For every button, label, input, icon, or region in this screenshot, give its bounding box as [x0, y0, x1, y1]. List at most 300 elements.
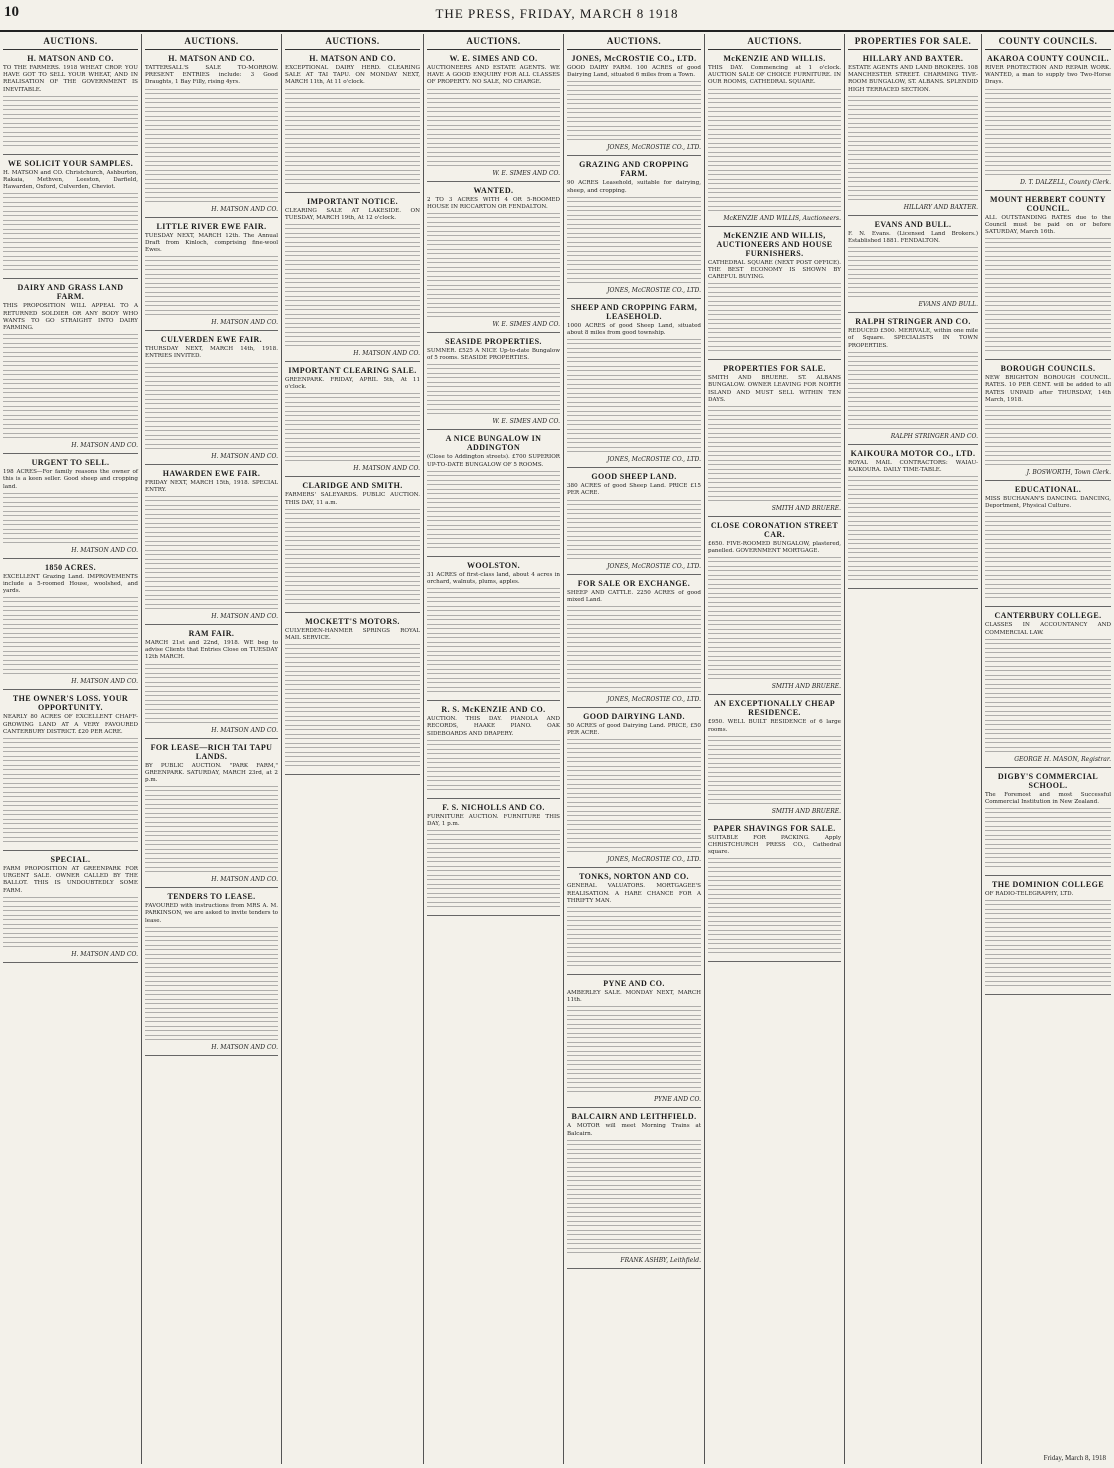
small-print-text	[985, 433, 1111, 440]
small-print-text	[708, 116, 841, 123]
advertisement-title: URGENT TO SELL.	[31, 458, 110, 468]
small-print-text	[708, 301, 841, 308]
small-print-text	[985, 835, 1111, 842]
advertisement-signature: H. MATSON AND CO.	[211, 1043, 278, 1051]
advertisement	[427, 799, 560, 916]
small-print-text	[708, 754, 841, 761]
small-print-text	[3, 141, 138, 148]
small-print-text	[848, 485, 978, 492]
small-print-text	[848, 123, 978, 130]
small-print-text	[145, 990, 278, 997]
small-print-text	[708, 487, 841, 494]
advertisement-title: PROPERTIES FOR SALE.	[723, 364, 826, 374]
advertisement	[985, 481, 1111, 607]
small-print-text	[427, 507, 560, 514]
small-print-text	[708, 188, 841, 195]
small-print-text	[708, 894, 841, 901]
small-print-text	[3, 738, 138, 745]
advertisement-signature: SMITH AND BRUERE.	[771, 807, 841, 815]
small-print-text	[708, 647, 841, 654]
small-print-text	[285, 761, 420, 768]
small-print-text	[285, 341, 420, 348]
small-print-text	[285, 161, 420, 168]
small-print-text	[145, 673, 278, 680]
newspaper-title: THE PRESS, FRIDAY, MARCH 8 1918	[435, 6, 679, 21]
small-print-text	[985, 116, 1111, 123]
advertisement-title: LITTLE RIVER EWE FAIR.	[156, 221, 267, 231]
small-print-text	[3, 132, 138, 139]
advertisement-title: TONKS, NORTON AND CO.	[579, 872, 689, 882]
small-print-text	[285, 89, 420, 96]
small-print-text	[145, 444, 278, 451]
small-print-text	[985, 720, 1111, 727]
small-print-text	[427, 161, 560, 168]
advertisement-signature: RALPH STRINGER AND CO.	[890, 432, 978, 440]
advertisement-body: SUMNER. £525 A NICE Up-to-date Bungalow of 5 rooms. SEASIDE PROPERTIES.	[427, 348, 560, 362]
small-print-text	[848, 476, 978, 483]
small-print-text	[145, 999, 278, 1006]
advertisement	[3, 454, 138, 559]
small-print-text	[985, 265, 1111, 272]
small-print-text	[3, 220, 138, 227]
column-heading: AUCTIONS.	[285, 34, 420, 50]
small-print-text	[567, 1060, 701, 1067]
small-print-text	[285, 305, 420, 312]
small-print-text	[285, 332, 420, 339]
small-print-text	[427, 258, 560, 265]
small-print-text	[3, 229, 138, 236]
small-print-text	[427, 107, 560, 114]
small-print-text	[848, 566, 978, 573]
advertisement-body: SMITH AND BRUERE. ST. ALBANS BUNGALOW. OWNER LEAVING FOR NORTH ISLAND AND MUST SELL WITHIN TEN DAYS.	[708, 375, 841, 403]
small-print-text	[848, 530, 978, 537]
small-print-text	[848, 114, 978, 121]
small-print-text	[3, 765, 138, 772]
small-print-text	[567, 838, 701, 845]
small-print-text	[285, 438, 420, 445]
small-print-text	[708, 772, 841, 779]
small-print-text	[145, 691, 278, 698]
advertisement-body: AUCTION. THIS DAY. PIANOLA AND RECORDS, HAAKE PIANO. OAK SIDEBOARDS AND DRAPERY.	[427, 716, 560, 737]
advertisement-signature: H. MATSON AND CO.	[71, 546, 138, 554]
small-print-text	[3, 942, 138, 949]
small-print-text	[985, 319, 1111, 326]
small-print-text	[567, 925, 701, 932]
small-print-text	[985, 125, 1111, 132]
small-print-text	[708, 170, 841, 177]
small-print-text	[567, 1042, 701, 1049]
small-print-text	[145, 505, 278, 512]
small-print-text	[567, 447, 701, 454]
small-print-text	[567, 678, 701, 685]
small-print-text	[985, 844, 1111, 851]
small-print-text	[427, 776, 560, 783]
advertisement-signature: SMITH AND BRUERE.	[771, 505, 841, 513]
advertisement	[427, 333, 560, 430]
small-print-text	[3, 642, 138, 649]
advertisement-body: NEARLY 80 ACRES OF EXCELLENT CHAFF-GROWING LAND AT A VERY FAVOURED CANTERBURY DISTRICT. £20 PER ACRE.	[3, 714, 138, 735]
small-print-text	[427, 400, 560, 407]
small-print-text	[567, 1149, 701, 1156]
small-print-text	[3, 202, 138, 209]
advertisement-body: CATHEDRAL SQUARE (NEXT POST OFFICE). THE BEST ECONOMY IS SHOWN BY CAREFUL BUYING.	[708, 259, 841, 281]
small-print-text	[848, 361, 978, 368]
advertisement	[567, 708, 701, 868]
column	[564, 34, 705, 1464]
small-print-text	[145, 514, 278, 521]
small-print-text	[848, 177, 978, 184]
small-print-text	[567, 90, 701, 97]
small-print-text	[567, 554, 701, 561]
small-print-text	[285, 554, 420, 561]
small-print-text	[708, 584, 841, 591]
small-print-text	[145, 301, 278, 308]
small-print-text	[567, 1158, 701, 1165]
small-print-text	[708, 442, 841, 449]
advertisement-title: F. S. NICHOLLS AND CO.	[442, 802, 545, 812]
small-print-text	[427, 866, 560, 873]
small-print-text	[145, 188, 278, 195]
advertisement-signature: JONES, McCROSTIE CO., LTD.	[607, 286, 701, 294]
small-print-text	[985, 711, 1111, 718]
advertisement	[285, 50, 420, 193]
small-print-text	[985, 639, 1111, 646]
advertisement-title: RAM FAIR.	[188, 629, 235, 639]
small-print-text	[985, 337, 1111, 344]
small-print-text	[848, 265, 978, 272]
small-print-text	[567, 420, 701, 427]
advertisement-signature: SMITH AND BRUERE.	[771, 683, 841, 691]
small-print-text	[567, 438, 701, 445]
advertisement	[848, 50, 978, 216]
small-print-text	[427, 471, 560, 478]
small-print-text	[145, 1017, 278, 1024]
small-print-text	[985, 442, 1111, 449]
small-print-text	[985, 283, 1111, 290]
advertisement-signature: PYNE AND CO.	[654, 1096, 701, 1104]
small-print-text	[985, 310, 1111, 317]
advertisement	[145, 50, 278, 218]
small-print-text	[3, 651, 138, 658]
small-print-text	[427, 231, 560, 238]
small-print-text	[285, 698, 420, 705]
small-print-text	[3, 597, 138, 604]
small-print-text	[145, 795, 278, 802]
small-print-text	[567, 242, 701, 249]
small-print-text	[3, 669, 138, 676]
small-print-text	[427, 98, 560, 105]
small-print-text	[145, 390, 278, 397]
small-print-text	[427, 303, 560, 310]
small-print-text	[985, 738, 1111, 745]
small-print-text	[145, 274, 278, 281]
small-print-text	[145, 586, 278, 593]
advertisement	[145, 739, 278, 889]
small-print-text	[708, 346, 841, 353]
advertisement-body: A MOTOR will meet Morning Trains at Balcairn.	[567, 1123, 701, 1137]
advertisement-title: THE OWNER'S LOSS. YOUR OPPORTUNITY.	[12, 694, 129, 713]
small-print-text	[285, 429, 420, 436]
small-print-text	[985, 451, 1111, 458]
small-print-text	[708, 98, 841, 105]
advertisement	[567, 50, 701, 156]
page-number: 10	[4, 4, 19, 20]
small-print-text	[427, 373, 560, 380]
small-print-text	[567, 518, 701, 525]
small-print-text	[3, 747, 138, 754]
small-print-text	[848, 96, 978, 103]
advertisement-title: MOUNT HERBERT COUNTY COUNCIL.	[990, 194, 1106, 213]
small-print-text	[145, 840, 278, 847]
advertisement-body: £950. WELL BUILT RESIDENCE of 6 large rooms.	[708, 719, 841, 733]
small-print-text	[3, 819, 138, 826]
small-print-text	[708, 763, 841, 770]
small-print-text	[567, 384, 701, 391]
advertisement-title: R. S. McKENZIE AND CO.	[441, 705, 546, 715]
small-print-text	[708, 885, 841, 892]
advertisement-title: PAPER SHAVINGS FOR SALE.	[713, 823, 836, 833]
advertisement-signature: EVANS AND BULL.	[918, 301, 978, 309]
column	[0, 34, 142, 1464]
advertisement-title: GOOD DAIRYING LAND.	[583, 712, 685, 722]
advertisement-title: HAWARDEN EWE FAIR.	[162, 468, 261, 478]
advertisement-title: BOROUGH COUNCILS.	[1000, 364, 1096, 374]
small-print-text	[708, 460, 841, 467]
advertisement-body: FURNITURE AUCTION. FURNITURE THIS DAY, 1 p.m.	[427, 813, 560, 828]
small-print-text	[285, 545, 420, 552]
small-print-text	[3, 334, 138, 341]
small-print-text	[285, 242, 420, 249]
small-print-text	[708, 799, 841, 806]
small-print-text	[427, 222, 560, 229]
small-print-text	[985, 521, 1111, 528]
small-print-text	[567, 527, 701, 534]
small-print-text	[285, 402, 420, 409]
advertisement-body: F. N. Evans. (Licensed Land Brokers.) Established 1881. FENDALTON.	[848, 230, 978, 245]
small-print-text	[427, 588, 560, 595]
small-print-text	[285, 233, 420, 240]
advertisement-body: 2 TO 3 ACRES WITH 4 OR 5-ROOMED HOUSE IN RICCARTON OR FENDALTON.	[427, 196, 560, 210]
advertisement-body: THIS PROPOSITION WILL APPEAL TO A RETURNED SOLDIER OR ANY BODY WHO WANTS TO GO STRAIGHT INTO DAIRY FARMING.	[3, 303, 138, 332]
small-print-text	[567, 1221, 701, 1228]
advertisement	[985, 768, 1111, 876]
advertisement	[3, 279, 138, 454]
small-print-text	[985, 98, 1111, 105]
small-print-text	[708, 206, 841, 213]
advertisement-body: ROYAL MAIL CONTRACTORS: WAIAU-KAIKOURA. DAILY TIME-TABLE.	[848, 459, 978, 474]
small-print-text	[848, 283, 978, 290]
small-print-text	[985, 460, 1111, 467]
small-print-text	[985, 89, 1111, 96]
small-print-text	[3, 538, 138, 545]
advertisement	[427, 430, 560, 556]
advertisement	[567, 1108, 701, 1268]
small-print-text	[145, 152, 278, 159]
small-print-text	[985, 143, 1111, 150]
small-print-text	[985, 530, 1111, 537]
small-print-text	[708, 328, 841, 335]
small-print-text	[145, 1008, 278, 1015]
advertisement-title: AN EXCEPTIONALLY CHEAP RESIDENCE.	[713, 699, 836, 718]
small-print-text	[567, 108, 701, 115]
advertisement	[285, 477, 420, 612]
small-print-text	[985, 301, 1111, 308]
small-print-text	[285, 752, 420, 759]
small-print-text	[708, 161, 841, 168]
small-print-text	[567, 197, 701, 204]
advertisement-title: WANTED.	[473, 185, 514, 195]
advertisement-body: MISS BUCHANAN'S DANCING. DANCING, Deportment, Physical Culture.	[985, 496, 1111, 510]
advertisement-title: DAIRY AND GRASS LAND FARM.	[17, 283, 124, 302]
small-print-text	[567, 233, 701, 240]
advertisement-title: IMPORTANT CLEARING SALE.	[288, 366, 417, 376]
advertisement-title: WE SOLICIT YOUR SAMPLES.	[7, 158, 134, 168]
column	[982, 34, 1114, 1464]
small-print-text	[285, 143, 420, 150]
advertisement-body: TUESDAY NEXT, MARCH 12th. The Annual Draft from Kinloch, comprising fine-wool Ewes.	[145, 232, 278, 254]
small-print-text	[427, 276, 560, 283]
small-print-text	[3, 397, 138, 404]
advertisement	[567, 975, 701, 1108]
small-print-text	[848, 292, 978, 299]
small-print-text	[567, 669, 701, 676]
small-print-text	[985, 853, 1111, 860]
advertisement-body: FARM PROPOSITION AT GREENPARK FOR URGENT SALE. OWNER CALLED BY THE BALLOT. THIS IS UNDOUBTEDLY SOME FARM.	[3, 866, 138, 894]
advertisement	[285, 362, 420, 477]
advertisement-signature: W. E. SIMES AND CO.	[492, 169, 560, 177]
small-print-text	[145, 381, 278, 388]
small-print-text	[567, 1230, 701, 1237]
advertisement-body: H. MATSON and CO. Christchurch, Ashburton, Rakaia, Methven, Leeston, Darfield, Hawarden, Oxford, Culverden, Cheviot.	[3, 169, 138, 191]
small-print-text	[848, 274, 978, 281]
small-print-text	[985, 346, 1111, 353]
small-print-text	[145, 496, 278, 503]
small-print-text	[708, 406, 841, 413]
small-print-text	[567, 660, 701, 667]
small-print-text	[848, 186, 978, 193]
small-print-text	[985, 152, 1111, 159]
advertisement	[567, 468, 701, 574]
advertisement	[285, 193, 420, 362]
advertisement	[567, 156, 701, 298]
small-print-text	[3, 660, 138, 667]
small-print-text	[567, 961, 701, 968]
small-print-text	[427, 678, 560, 685]
advertisement	[567, 575, 701, 708]
small-print-text	[708, 602, 841, 609]
small-print-text	[567, 99, 701, 106]
advertisement-body: The Foremost and most Successful Commercial Institution in New Zealand.	[985, 791, 1111, 806]
small-print-text	[145, 709, 278, 716]
small-print-text	[427, 830, 560, 837]
small-print-text	[567, 135, 701, 142]
small-print-text	[285, 125, 420, 132]
advertisement-body: CLEARING SALE AT LAKESIDE. ON TUESDAY, MARCH 19th, At 12 o'clock.	[285, 207, 420, 221]
advertisement-title: DIGBY'S COMMERCIAL SCHOOL.	[997, 771, 1099, 790]
small-print-text	[708, 557, 841, 564]
small-print-text	[708, 469, 841, 476]
small-print-text	[427, 633, 560, 640]
small-print-text	[145, 786, 278, 793]
small-print-text	[567, 1078, 701, 1085]
small-print-text	[145, 89, 278, 96]
advertisement-title: McKENZIE AND WILLIS.	[723, 54, 826, 63]
small-print-text	[567, 829, 701, 836]
small-print-text	[3, 801, 138, 808]
small-print-text	[567, 687, 701, 694]
small-print-text	[3, 123, 138, 130]
small-print-text	[708, 912, 841, 919]
small-print-text	[145, 98, 278, 105]
small-print-text	[985, 238, 1111, 245]
small-print-text	[145, 541, 278, 548]
small-print-text	[567, 802, 701, 809]
small-print-text	[285, 287, 420, 294]
advertisement-body: £650. FIVE-ROOMED BUNGALOW, plastered, panelled. GOVERNMENT MORTGAGE.	[708, 541, 841, 555]
small-print-text	[985, 675, 1111, 682]
small-print-text	[848, 168, 978, 175]
small-print-text	[3, 247, 138, 254]
small-print-text	[567, 260, 701, 267]
small-print-text	[708, 736, 841, 743]
advertisement-body: SHEEP AND CATTLE. 2250 ACRES of good mixed Land.	[567, 589, 701, 603]
small-print-text	[427, 884, 560, 891]
small-print-text	[985, 247, 1111, 254]
small-print-text	[848, 105, 978, 112]
small-print-text	[567, 509, 701, 516]
small-print-text	[567, 1185, 701, 1192]
small-print-text	[985, 862, 1111, 869]
advertisement	[3, 155, 138, 280]
advertisement-body: GENERAL VALUATORS. MORTGAGEE'S REALISATION. A HARE CHANCE FOR A THRIFTY MAN.	[567, 883, 701, 904]
small-print-text	[567, 793, 701, 800]
small-print-text	[708, 415, 841, 422]
small-print-text	[567, 916, 701, 923]
advertisement-body: FRIDAY NEXT, MARCH 15th, 1918. SPECIAL ENTRY.	[145, 479, 278, 493]
small-print-text	[3, 756, 138, 763]
advertisement	[427, 701, 560, 799]
small-print-text	[567, 545, 701, 552]
small-print-text	[427, 249, 560, 256]
small-print-text	[985, 817, 1111, 824]
small-print-text	[708, 939, 841, 946]
small-print-text	[3, 837, 138, 844]
small-print-text	[427, 489, 560, 496]
small-print-text	[427, 624, 560, 631]
small-print-text	[708, 424, 841, 431]
small-print-text	[567, 224, 701, 231]
small-print-text	[708, 179, 841, 186]
advertisement-signature: McKENZIE AND WILLIS, Auctioneers.	[723, 214, 841, 222]
small-print-text	[985, 693, 1111, 700]
small-print-text	[708, 283, 841, 290]
small-print-text	[708, 310, 841, 317]
small-print-text	[427, 409, 560, 416]
small-print-text	[3, 502, 138, 509]
small-print-text	[145, 125, 278, 132]
advertisement-signature: JONES, McCROSTIE CO., LTD.	[607, 856, 701, 864]
small-print-text	[145, 161, 278, 168]
advertisement-title: SPECIAL.	[50, 855, 91, 865]
small-print-text	[285, 420, 420, 427]
small-print-text	[3, 238, 138, 245]
small-print-text	[285, 734, 420, 741]
advertisement-title: GRAZING AND CROPPING FARM.	[579, 160, 689, 179]
small-print-text	[3, 415, 138, 422]
small-print-text	[567, 1176, 701, 1183]
small-print-text	[145, 577, 278, 584]
small-print-text	[427, 312, 560, 319]
